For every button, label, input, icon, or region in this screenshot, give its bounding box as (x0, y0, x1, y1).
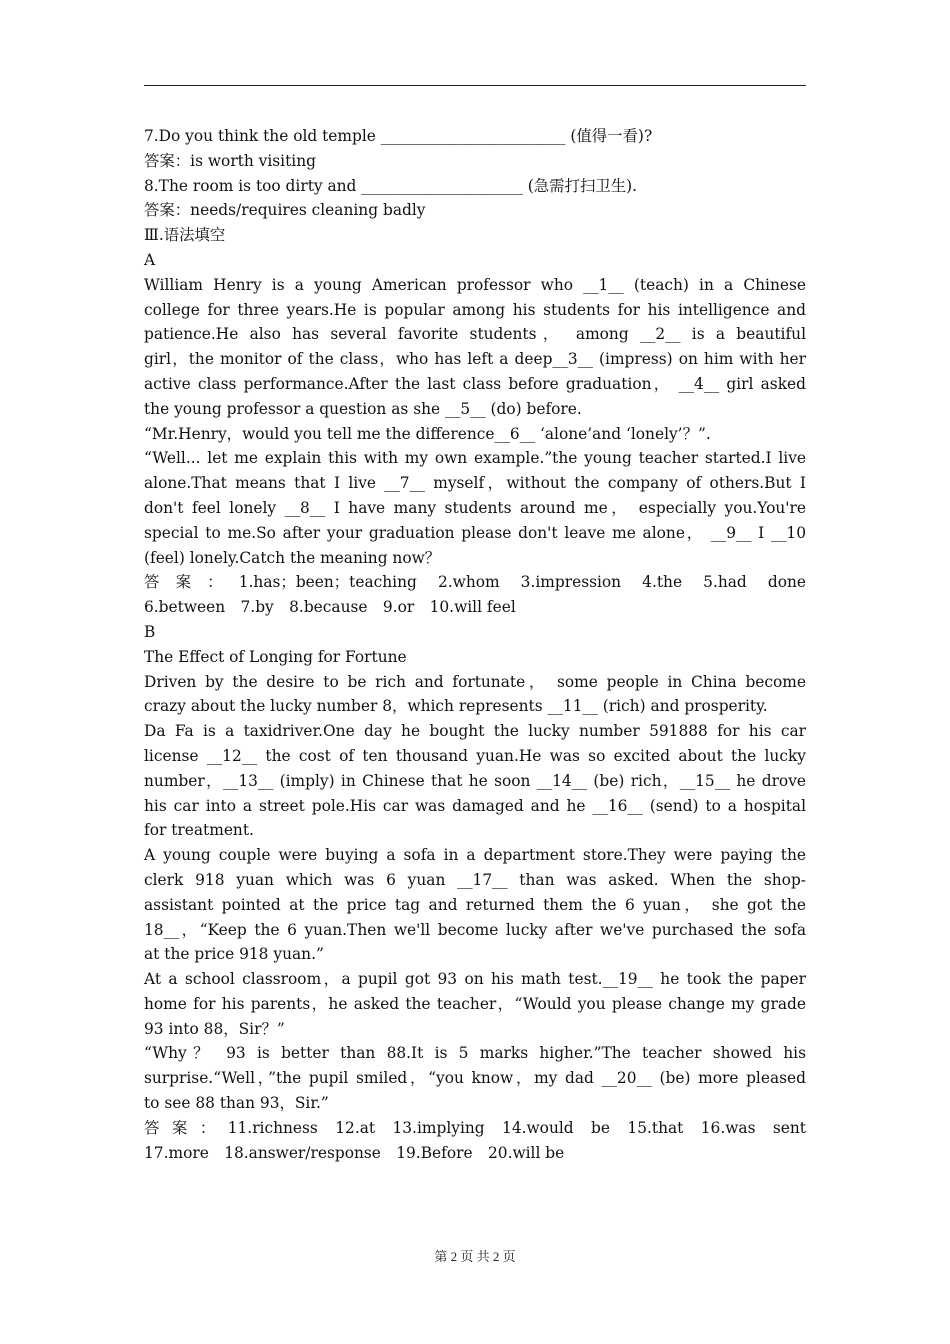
text-line: license __12__ the cost of ten thousand yuan.He was so excited about the lucky (144, 746, 806, 765)
text-line: B (144, 622, 156, 641)
text-line: Da Fa is a taxidriver.One day he bought the lucky number 591888 for his car (144, 722, 806, 741)
text-line: Driven by the desire to be rich and fortunate， some people in China become (144, 672, 806, 691)
text-line: “Why？ 93 is better than 88.It is 5 marks higher.”The teacher showed his (144, 1044, 806, 1063)
text-line: “Well... let me explain this with my own example.”the young teacher started.I live (144, 449, 806, 468)
text-line: 18__，“Keep the 6 yuan.Then we'll become lucky after we've purchased the sofa (144, 920, 806, 939)
text-line: 答案：is worth visiting (144, 151, 316, 170)
text-line: 7.Do you think the old temple ________________________ (值得一看)? (144, 127, 653, 145)
text-line: (feel) lonely.Catch the meaning now？ (144, 548, 441, 567)
text-line: 答案：1.has；been；teaching 2.whom 3.impression 4.the 5.had done (144, 573, 806, 592)
text-line: A (144, 250, 156, 269)
text-line: crazy about the lucky number 8，which represents __11__ (rich) and prosperity. (144, 697, 768, 716)
text-line: 93 into 88，Sir？” (144, 1019, 285, 1038)
text-line: to see 88 than 93，Sir.” (144, 1094, 329, 1113)
page-footer: 第 2 页 共 2 页 (434, 1249, 516, 1264)
text-line: don't feel lonely __8__ I have many students around me， especially you.You're (144, 498, 806, 517)
text-line: “Mr.Henry，would you tell me the difference__6__ ‘alone’and ‘lonely’？”. (144, 424, 711, 443)
text-line: girl，the monitor of the class，who has left a deep__3__ (impress) on him with her (144, 350, 806, 369)
text-line: the young professor a question as she __5__ (do) before. (144, 399, 582, 418)
text-line: 17.more 18.answer/response 19.Before 20.will be (144, 1143, 565, 1162)
text-line: surprise.“Well，”the pupil smiled，“you know，my dad __20__ (be) more pleased (144, 1069, 806, 1088)
text-line: college for three years.He is popular among his students for his intelligence and (144, 300, 806, 319)
text-line: clerk 918 yuan which was 6 yuan __17__ than was asked. When the shop- (144, 870, 806, 889)
text-line: for treatment. (144, 821, 254, 840)
text-line: 答案：needs/requires cleaning badly (144, 201, 426, 220)
text-line: active class performance.After the last class before graduation， __4__ girl asked (144, 374, 806, 393)
document-body (144, 124, 806, 1165)
text-line: number，__13__ (imply) in Chinese that he soon __14__ (be) rich，__15__ he drove (144, 771, 806, 790)
text-line: home for his parents，he asked the teacher，“Would you please change my grade (144, 994, 806, 1013)
text-line: his car into a street pole.His car was damaged and he __16__ (send) to a hospital (144, 796, 806, 815)
text-line: The Effect of Longing for Fortune (144, 647, 407, 666)
header-rule (144, 85, 806, 86)
text-line: patience.He also has several favorite students， among __2__ is a beautiful (144, 325, 806, 344)
text-line: A young couple were buying a sofa in a department store.They were paying the (144, 846, 806, 865)
text-line: Ⅲ.语法填空 (144, 226, 226, 245)
text-line: 答案：11.richness 12.at 13.implying 14.would be 15.that 16.was sent (144, 1118, 806, 1137)
text-line: at the price 918 yuan.” (144, 945, 324, 964)
text-line: special to me.So after your graduation please don't leave me alone， __9__ I __10 (144, 523, 806, 542)
text-line: 8.The room is too dirty and _____________________ (急需打扫卫生). (144, 176, 638, 195)
text-line: assistant pointed at the price tag and returned them the 6 yuan， she got the (144, 895, 806, 914)
text-line: alone.That means that I live __7__ myself，without the company of others.But I (144, 474, 806, 493)
text-line: William Henry is a young American professor who __1__ (teach) in a Chinese (144, 275, 806, 294)
text-line: At a school classroom，a pupil got 93 on his math test.__19__ he took the paper (144, 970, 806, 989)
text-line: 6.between 7.by 8.because 9.or 10.will feel (144, 598, 516, 617)
